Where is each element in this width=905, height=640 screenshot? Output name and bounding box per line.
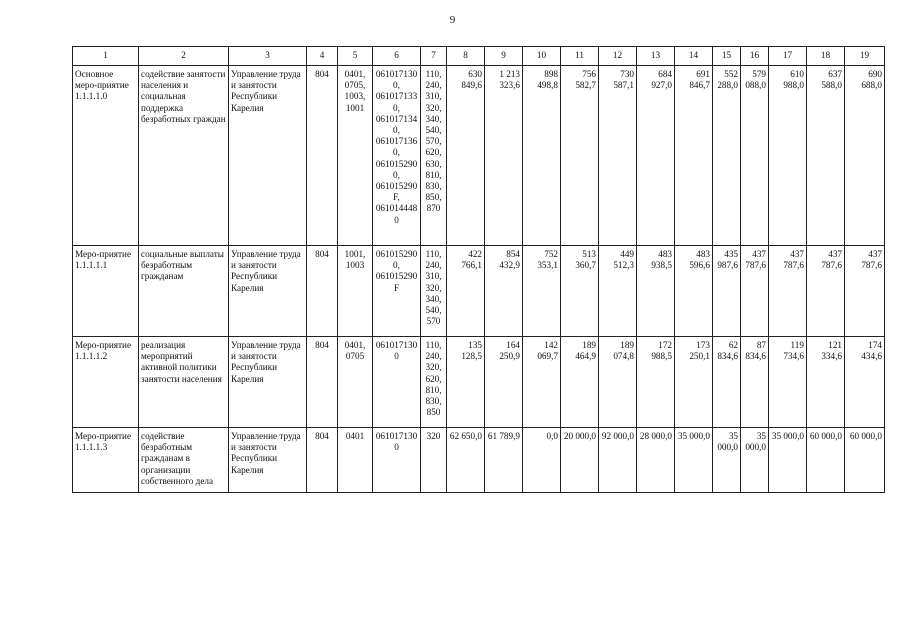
name-cell: социальные выплаты безработным гражданам (139, 246, 229, 337)
executor-cell: Управление труда и занятости Республики Карелия (229, 66, 307, 246)
header-cell: 5 (338, 47, 373, 66)
value-cell: 449 512,3 (599, 246, 637, 337)
name-cell: содействие безработным гражданам в организации собственного дела (139, 428, 229, 493)
grbs-cell: 804 (307, 66, 338, 246)
page-number: 9 (449, 14, 456, 26)
value-cell: 35 000,0 (769, 428, 807, 493)
vr-cell: 110, 240, 320, 620, 810, 830, 850 (421, 337, 447, 428)
csr-cell: 0610171300 (373, 428, 421, 493)
status-cell: Меро-приятие 1.1.1.1.2 (73, 337, 139, 428)
rzpr-cell: 1001, 1003 (338, 246, 373, 337)
value-cell: 752 353,1 (523, 246, 561, 337)
value-cell: 121 334,6 (807, 337, 845, 428)
value-cell: 164 250,9 (485, 337, 523, 428)
csr-cell: 0610152900, 061015290F (373, 246, 421, 337)
value-cell: 513 360,7 (561, 246, 599, 337)
value-cell: 173 250,1 (675, 337, 713, 428)
value-cell: 172 988,5 (637, 337, 675, 428)
name-cell: содействие занятости населения и социальная поддержка безработных граждан (139, 66, 229, 246)
header-cell: 6 (373, 47, 421, 66)
value-cell: 20 000,0 (561, 428, 599, 493)
value-cell: 61 789,9 (485, 428, 523, 493)
value-cell: 60 000,0 (845, 428, 885, 493)
header-cell: 7 (421, 47, 447, 66)
value-cell: 62 650,0 (447, 428, 485, 493)
value-cell: 119 734,6 (769, 337, 807, 428)
value-cell: 174 434,6 (845, 337, 885, 428)
grbs-cell: 804 (307, 337, 338, 428)
value-cell: 0,0 (523, 428, 561, 493)
value-cell: 60 000,0 (807, 428, 845, 493)
status-cell: Основное меро-приятие 1.1.1.1.0 (73, 66, 139, 246)
grbs-cell: 804 (307, 246, 338, 337)
status-cell: Меро-приятие 1.1.1.1.3 (73, 428, 139, 493)
header-cell: 19 (845, 47, 885, 66)
header-cell: 14 (675, 47, 713, 66)
header-cell: 11 (561, 47, 599, 66)
value-cell: 35 000,0 (741, 428, 769, 493)
value-cell: 898 498,8 (523, 66, 561, 246)
value-cell: 691 846,7 (675, 66, 713, 246)
value-cell: 1 213 323,6 (485, 66, 523, 246)
table-row (73, 66, 885, 246)
value-cell: 87 834,6 (741, 337, 769, 428)
value-cell: 62 834,6 (713, 337, 741, 428)
header-cell: 1 (73, 47, 139, 66)
value-cell: 437 787,6 (769, 246, 807, 337)
table-row (73, 428, 885, 493)
executor-cell: Управление труда и занятости Республики Карелия (229, 337, 307, 428)
executor-cell: Управление труда и занятости Республики Карелия (229, 428, 307, 493)
table-row (73, 246, 885, 337)
value-cell: 142 069,7 (523, 337, 561, 428)
csr-cell: 0610171300 (373, 337, 421, 428)
header-cell: 9 (485, 47, 523, 66)
value-cell: 637 588,0 (807, 66, 845, 246)
value-cell: 435 987,6 (713, 246, 741, 337)
header-row (73, 47, 885, 66)
value-cell: 756 582,7 (561, 66, 599, 246)
rzpr-cell: 0401, 0705, 1003, 1001 (338, 66, 373, 246)
value-cell: 730 587,1 (599, 66, 637, 246)
vr-cell: 110, 240, 310, 320, 340, 540, 570 (421, 246, 447, 337)
value-cell: 437 787,6 (845, 246, 885, 337)
value-cell: 690 688,0 (845, 66, 885, 246)
value-cell: 422 766,1 (447, 246, 485, 337)
value-cell: 92 000,0 (599, 428, 637, 493)
header-cell: 8 (447, 47, 485, 66)
header-cell: 4 (307, 47, 338, 66)
value-cell: 135 128,5 (447, 337, 485, 428)
header-cell: 17 (769, 47, 807, 66)
value-cell: 437 787,6 (807, 246, 845, 337)
status-cell: Меро-приятие 1.1.1.1.1 (73, 246, 139, 337)
budget-table (72, 46, 885, 493)
header-cell: 15 (713, 47, 741, 66)
header-cell: 10 (523, 47, 561, 66)
rzpr-cell: 0401 (338, 428, 373, 493)
value-cell: 189 074,8 (599, 337, 637, 428)
value-cell: 35 000,0 (713, 428, 741, 493)
value-cell: 35 000,0 (675, 428, 713, 493)
value-cell: 483 596,6 (675, 246, 713, 337)
value-cell: 610 988,0 (769, 66, 807, 246)
header-cell: 16 (741, 47, 769, 66)
name-cell: реализация мероприятий активной политики занятости населения (139, 337, 229, 428)
value-cell: 437 787,6 (741, 246, 769, 337)
value-cell: 630 849,6 (447, 66, 485, 246)
value-cell: 28 000,0 (637, 428, 675, 493)
header-cell: 18 (807, 47, 845, 66)
table-row (73, 337, 885, 428)
value-cell: 552 288,0 (713, 66, 741, 246)
vr-cell: 320 (421, 428, 447, 493)
value-cell: 579 088,0 (741, 66, 769, 246)
grbs-cell: 804 (307, 428, 338, 493)
header-cell: 13 (637, 47, 675, 66)
executor-cell: Управление труда и занятости Республики Карелия (229, 246, 307, 337)
value-cell: 189 464,9 (561, 337, 599, 428)
header-cell: 12 (599, 47, 637, 66)
header-cell: 2 (139, 47, 229, 66)
value-cell: 854 432,9 (485, 246, 523, 337)
header-cell: 3 (229, 47, 307, 66)
value-cell: 684 927,0 (637, 66, 675, 246)
value-cell: 483 938,5 (637, 246, 675, 337)
csr-cell: 0610171300, 0610171330, 0610171340, 0610171360, 0610152900, 061015290F, 0610144480 (373, 66, 421, 246)
vr-cell: 110, 240, 310, 320, 340, 540, 570, 620, 630, 810, 830, 850, 870 (421, 66, 447, 246)
rzpr-cell: 0401, 0705 (338, 337, 373, 428)
